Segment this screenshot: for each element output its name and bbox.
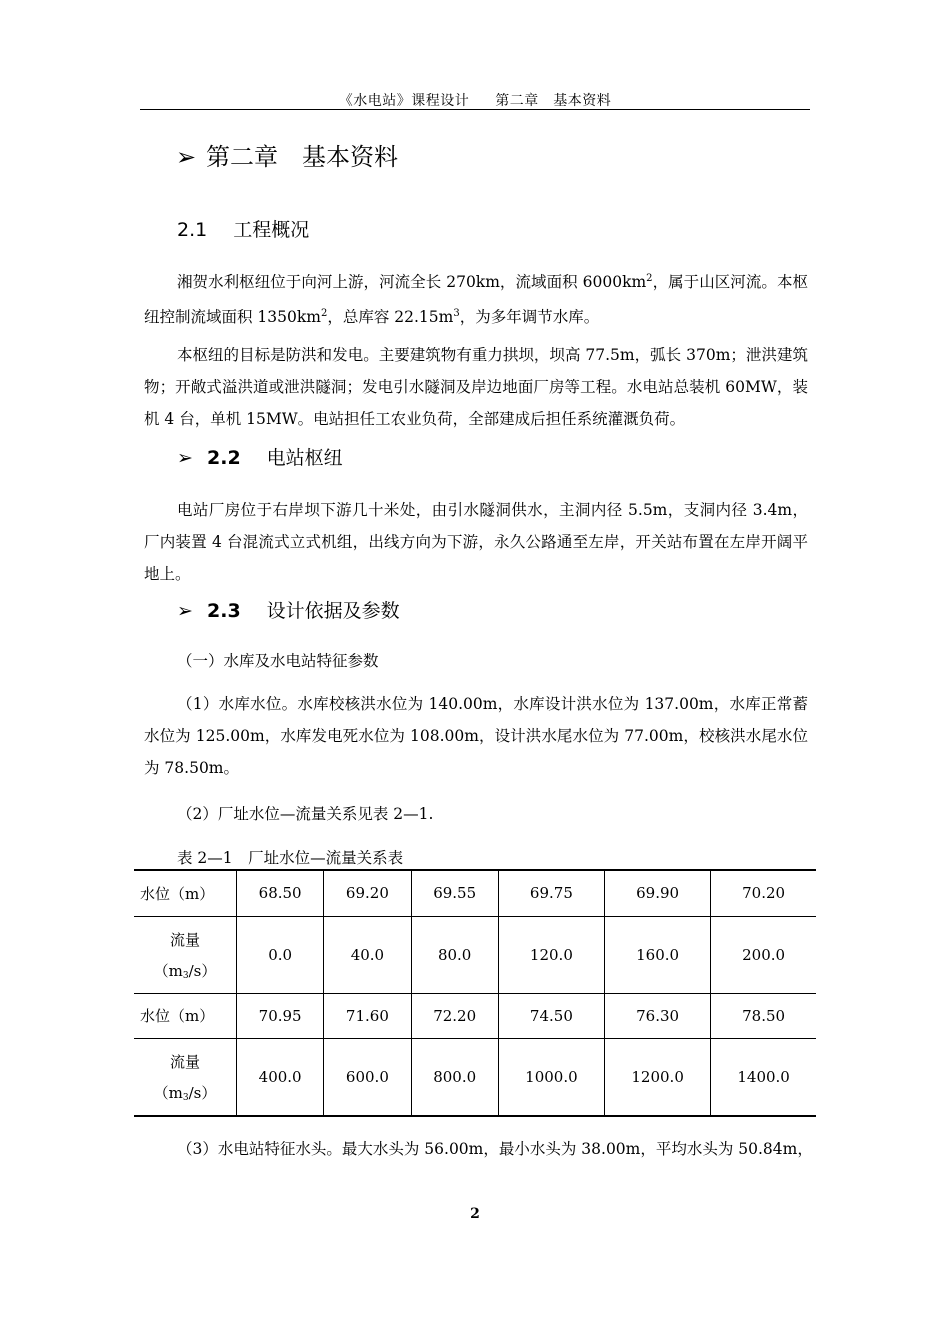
table-cell: 40.0: [324, 916, 411, 993]
table-cell: 600.0: [324, 1038, 411, 1116]
table-cell: 1400.0: [711, 1038, 816, 1116]
table-row: [134, 916, 816, 993]
table-cell: 80.0: [411, 916, 498, 993]
chapter-title: 基本资料: [302, 143, 398, 171]
section-number: 2.3: [207, 600, 241, 622]
section-number: 2.2: [207, 447, 241, 469]
section-heading-2-2: [177, 443, 343, 470]
section-title: 电站枢纽: [266, 447, 343, 469]
row-header-level: 水位（m）: [134, 993, 237, 1038]
table-cell: 120.0: [498, 916, 604, 993]
section-title: 设计依据及参数: [266, 600, 400, 622]
table-cell: 78.50: [711, 993, 816, 1038]
table-caption: 表 2—1 厂址水位—流量关系表: [177, 849, 404, 867]
section-title: 工程概况: [233, 219, 310, 241]
section-heading-2-3: [177, 596, 400, 623]
section-heading-2-1: [177, 215, 309, 242]
paragraph-overview-1: 湘贺水利枢纽位于向河上游，河流全长 270km，流域面积 $6000km^2$，属于山区河流。本枢纽控制流域面积 $1350km^2$，总库容 $22.15m^3$，为多年调节水库。: [144, 273, 808, 327]
table-cell: 76.30: [605, 993, 711, 1038]
table-cell: 1200.0: [605, 1038, 711, 1116]
table-row: [134, 870, 816, 916]
chapter-label: 第二章: [206, 143, 278, 171]
table-cell: 72.20: [411, 993, 498, 1038]
table-cell: 68.50: [237, 870, 324, 916]
running-header: [140, 90, 810, 110]
table-row: [134, 993, 816, 1038]
arrow-bullet-icon: ➢: [177, 447, 193, 469]
subheading-reservoir-params: （一）水库及水电站特征参数: [177, 652, 379, 670]
table-cell: 69.75: [498, 870, 604, 916]
arrow-bullet-icon: ➢: [177, 600, 193, 622]
paragraph-water-levels: （1）水库水位。水库校核洪水位为 140.00m，水库设计洪水位为 137.00m，水库正常蓄水位为 125.00m，水库发电死水位为 108.00m，设计洪水尾水位为 77.00m，校核洪水尾水位为 78.50m。: [144, 695, 808, 777]
row-header-level: 水位（m）: [134, 870, 237, 916]
table-cell: 1000.0: [498, 1038, 604, 1116]
table-cell: 70.20: [711, 870, 816, 916]
paragraph-station-layout: 电站厂房位于右岸坝下游几十米处，由引水隧洞供水，主洞内径 5.5m，支洞内径 3.4m，厂内装置 4 台混流式立式机组，出线方向为下游，永久公路通至左岸，开关站布置在左岸开阔平地上。: [144, 501, 808, 583]
page-number: 2: [470, 1206, 480, 1222]
table-cell: 69.90: [605, 870, 711, 916]
section-number: 2.1: [177, 219, 208, 241]
paragraph-table-ref: （2）厂址水位—流量关系见表 2—1.: [177, 805, 434, 823]
row-header-flow: 流量 $(m_3/s)$: [134, 916, 237, 993]
table-cell: 69.55: [411, 870, 498, 916]
paragraph-heads: （3）水电站特征水头。最大水头为 56.00m，最小水头为 38.00m，平均水头为 50.84m，: [177, 1140, 813, 1158]
header-course-title: 《水电站》课程设计: [338, 93, 470, 109]
table-cell: 74.50: [498, 993, 604, 1038]
table-cell: 71.60: [324, 993, 411, 1038]
table-cell: 800.0: [411, 1038, 498, 1116]
chapter-heading: [176, 137, 398, 172]
arrow-bullet-icon: ➢: [176, 143, 197, 171]
table-cell: 0.0: [237, 916, 324, 993]
table-cell: 160.0: [605, 916, 711, 993]
table-cell: 200.0: [711, 916, 816, 993]
table-cell: 400.0: [237, 1038, 324, 1116]
level-flow-table: [134, 869, 816, 1117]
table-cell: 69.20: [324, 870, 411, 916]
row-header-flow: 流量 $(m_3/s)$: [134, 1038, 237, 1116]
table-row: [134, 1038, 816, 1116]
paragraph-overview-2: 本枢纽的目标是防洪和发电。主要建筑物有重力拱坝，坝高 77.5m，弧长 370m；泄洪建筑物；开敞式溢洪道或泄洪隧洞；发电引水隧洞及岸边地面厂房等工程。水电站总装机 60MW，装机 4 台，单机 15MW。电站担任工农业负荷，全部建成后担任系统灌溉负荷。: [144, 346, 808, 428]
table-cell: 70.95: [237, 993, 324, 1038]
header-rule: [140, 109, 810, 110]
header-chapter-title: 第二章 基本资料: [495, 93, 612, 109]
